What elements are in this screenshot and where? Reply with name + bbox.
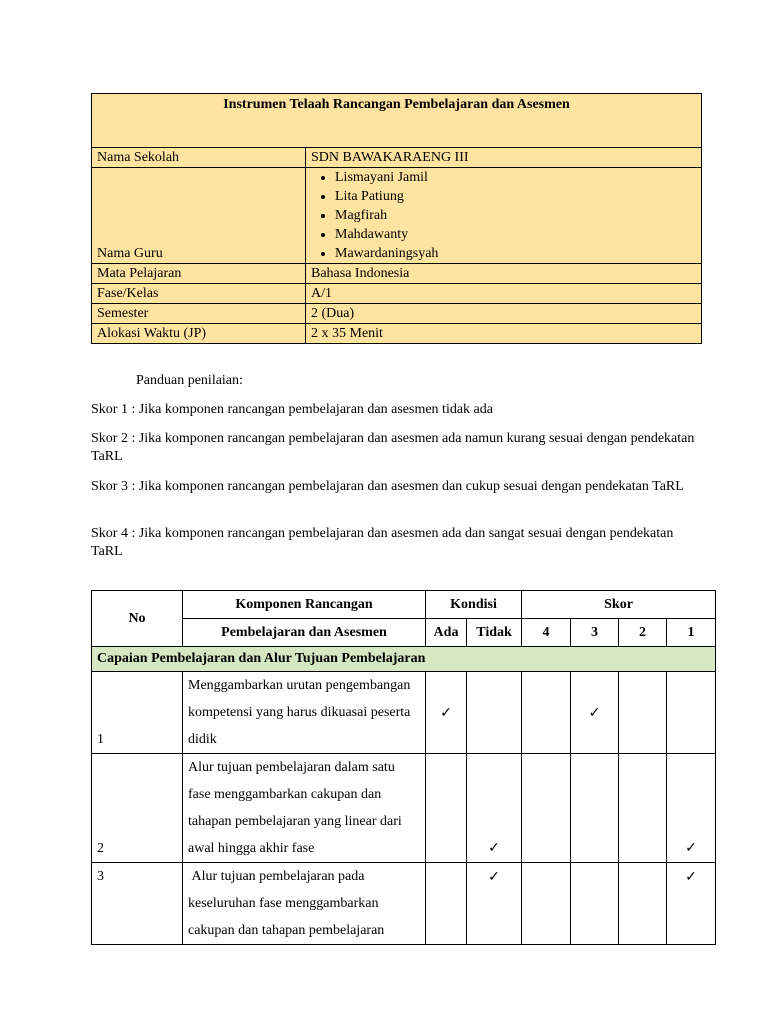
teacher-label: Nama Guru xyxy=(92,168,306,264)
subject-label: Mata Pelajaran xyxy=(92,264,306,284)
teacher-item: • Mawardaningsyah xyxy=(335,244,696,263)
identity-row-semester xyxy=(92,304,702,324)
identity-row-school xyxy=(92,148,702,168)
score-4-description: Skor 4 : Jika komponen rancangan pembelajaran dan asesmen ada dan sangat sesuai dengan pendekatan TaRL xyxy=(91,526,674,559)
header-condition: Kondisi xyxy=(426,591,522,619)
check-score-3 xyxy=(571,754,619,863)
header-component-line1: Komponen Rancangan xyxy=(183,591,426,619)
check-ada: ✓ xyxy=(426,672,467,754)
teacher-item: • Mahdawanty xyxy=(335,225,696,244)
school-label: Nama Sekolah xyxy=(92,148,306,168)
table-row xyxy=(92,672,716,754)
row-number: 2 xyxy=(92,754,183,863)
header-score-2: 2 xyxy=(619,619,667,647)
header-no: No xyxy=(92,591,183,647)
time-allocation-label: Alokasi Waktu (JP) xyxy=(92,324,306,344)
score-2-description: Skor 2 : Jika komponen rancangan pembelajaran dan asesmen ada namun kurang sesuai dengan pendekatan TaRL xyxy=(91,431,695,464)
identity-row-time xyxy=(92,324,702,344)
subject-value: Bahasa Indonesia xyxy=(306,264,702,284)
check-score-1: ✓ xyxy=(667,754,716,863)
score-1-description: Skor 1 : Jika komponen rancangan pembelajaran dan asesmen tidak ada xyxy=(91,402,493,417)
phase-label: Fase/Kelas xyxy=(92,284,306,304)
component-text: Alur tujuan pembelajaran dalam satu fase menggambarkan cakupan dan tahapan pembelajaran yang linear dari awal hingga akhir fase xyxy=(183,754,426,863)
header-row-1 xyxy=(92,591,716,619)
teacher-item: • Magfirah xyxy=(335,206,696,225)
check-tidak: ✓ xyxy=(467,863,522,945)
check-ada xyxy=(426,754,467,863)
check-tidak xyxy=(467,672,522,754)
table-row xyxy=(92,754,716,863)
check-tidak: ✓ xyxy=(467,754,522,863)
teacher-list xyxy=(311,168,696,263)
check-score-4 xyxy=(522,672,571,754)
table-row xyxy=(92,863,716,945)
score-3-description: Skor 3 : Jika komponen rancangan pembelajaran dan asesmen dan cukup sesuai dengan pendekatan TaRL xyxy=(91,479,684,494)
component-text: Alur tujuan pembelajaran pada keseluruhan fase menggambarkan cakupan dan tahapan pembelajaran xyxy=(183,863,426,945)
check-score-1 xyxy=(667,672,716,754)
section-title: Capaian Pembelajaran dan Alur Tujuan Pembelajaran xyxy=(92,647,716,672)
header-score-4: 4 xyxy=(522,619,571,647)
phase-value: A/1 xyxy=(306,284,702,304)
header-score-3: 3 xyxy=(571,619,619,647)
check-score-4 xyxy=(522,754,571,863)
guidance-intro: Panduan penilaian: xyxy=(136,373,243,388)
check-score-2 xyxy=(619,672,667,754)
section-row xyxy=(92,647,716,672)
check-score-2 xyxy=(619,754,667,863)
header-score: Skor xyxy=(522,591,716,619)
check-score-3 xyxy=(571,863,619,945)
check-ada xyxy=(426,863,467,945)
header-component-line2: Pembelajaran dan Asesmen xyxy=(183,619,426,647)
identity-row-phase xyxy=(92,284,702,304)
semester-value: 2 (Dua) xyxy=(306,304,702,324)
component-text: Menggambarkan urutan pengembangan kompetensi yang harus dikuasai peserta didik xyxy=(183,672,426,754)
check-score-2 xyxy=(619,863,667,945)
teacher-item: • Lita Patiung xyxy=(335,187,696,206)
semester-label: Semester xyxy=(92,304,306,324)
header-ada: Ada xyxy=(426,619,467,647)
header-row-2 xyxy=(92,619,716,647)
document-title: Instrumen Telaah Rancangan Pembelajaran dan Asesmen xyxy=(92,94,702,148)
header-score-1: 1 xyxy=(667,619,716,647)
row-number: 1 xyxy=(92,672,183,754)
teacher-item: • Lismayani Jamil xyxy=(335,168,696,187)
row-number: 3 xyxy=(92,863,183,945)
identity-row-subject xyxy=(92,264,702,284)
header-tidak: Tidak xyxy=(467,619,522,647)
assessment-table xyxy=(91,590,716,945)
identity-row-teacher xyxy=(92,168,702,264)
time-allocation-value: 2 x 35 Menit xyxy=(306,324,702,344)
identity-table xyxy=(91,93,702,344)
school-value: SDN BAWAKARAENG III xyxy=(306,148,702,168)
identity-title-row xyxy=(92,94,702,148)
teacher-list-cell xyxy=(306,168,702,264)
check-score-1: ✓ xyxy=(667,863,716,945)
check-score-3: ✓ xyxy=(571,672,619,754)
check-score-4 xyxy=(522,863,571,945)
